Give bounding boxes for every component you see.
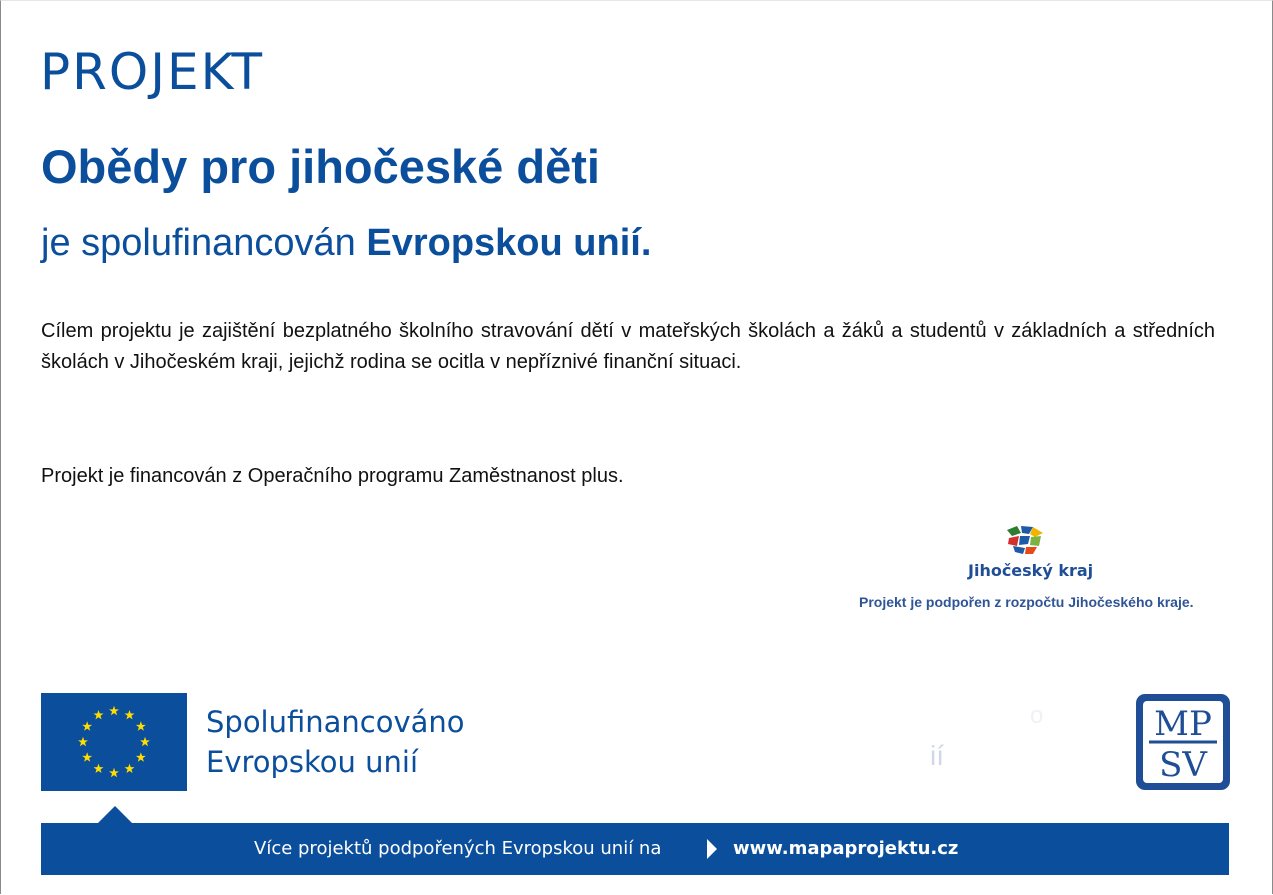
faint-watermark-text-top: o bbox=[1030, 702, 1044, 729]
eu-star-icon bbox=[94, 764, 104, 773]
eu-star-icon bbox=[140, 737, 150, 746]
project-subtitle bbox=[41, 220, 651, 266]
play-arrow-icon bbox=[706, 838, 718, 860]
eu-star-icon bbox=[136, 721, 146, 730]
footer-banner bbox=[41, 823, 1229, 875]
footer-notch bbox=[97, 806, 133, 824]
eu-cofinanced-text bbox=[206, 702, 465, 782]
eu-star-icon bbox=[78, 737, 88, 746]
eu-star-icon bbox=[82, 721, 92, 730]
eu-star-icon bbox=[125, 710, 135, 719]
eu-star-icon bbox=[82, 752, 92, 761]
mpsv-logo-icon bbox=[1136, 694, 1230, 790]
mpsv-bottom-letters: SV bbox=[1159, 745, 1207, 785]
region-name: Jihočeský kraj bbox=[968, 561, 1094, 580]
eu-star-icon bbox=[136, 752, 146, 761]
footer-url-link[interactable]: www.mapaprojektu.cz bbox=[733, 838, 959, 859]
eu-flag-icon bbox=[41, 693, 187, 791]
eu-star-icon bbox=[109, 768, 119, 777]
project-title: Obědy pro jihočeské děti bbox=[41, 140, 600, 193]
eu-star-icon bbox=[125, 764, 135, 773]
eu-stars-ring bbox=[41, 693, 187, 791]
footer-text: Více projektů podpořených Evropskou unií na bbox=[254, 838, 662, 859]
eu-text-line1: Spolufinancováno bbox=[206, 705, 465, 739]
mpsv-top-letters: MP bbox=[1154, 704, 1212, 744]
funding-statement: Projekt je financován z Operačního programu Zaměstnanost plus. bbox=[41, 465, 624, 487]
eu-text-line2: Evropskou unií bbox=[206, 745, 419, 779]
subtitle-prefix: je spolufinancován bbox=[41, 222, 367, 264]
project-description: Cílem projektu je zajištění bezplatného školního stravování dětí v mateřských školách a žáků a studentů v základních a středních školách v Jihočeském kraji, jejichž rodina se ocitla v nepříznivé finanční situaci. bbox=[41, 320, 1215, 373]
eu-star-icon bbox=[94, 710, 104, 719]
eu-star-icon bbox=[109, 706, 119, 715]
subtitle-emphasis: Evropskou unií. bbox=[366, 222, 652, 264]
jihocesky-kraj-logo-icon bbox=[1003, 524, 1045, 556]
region-support-note: Projekt je podpořen z rozpočtu Jihočeského kraje. bbox=[859, 594, 1194, 610]
faint-watermark-text: ií bbox=[930, 740, 944, 771]
projekt-label: PROJEKT bbox=[40, 43, 265, 101]
